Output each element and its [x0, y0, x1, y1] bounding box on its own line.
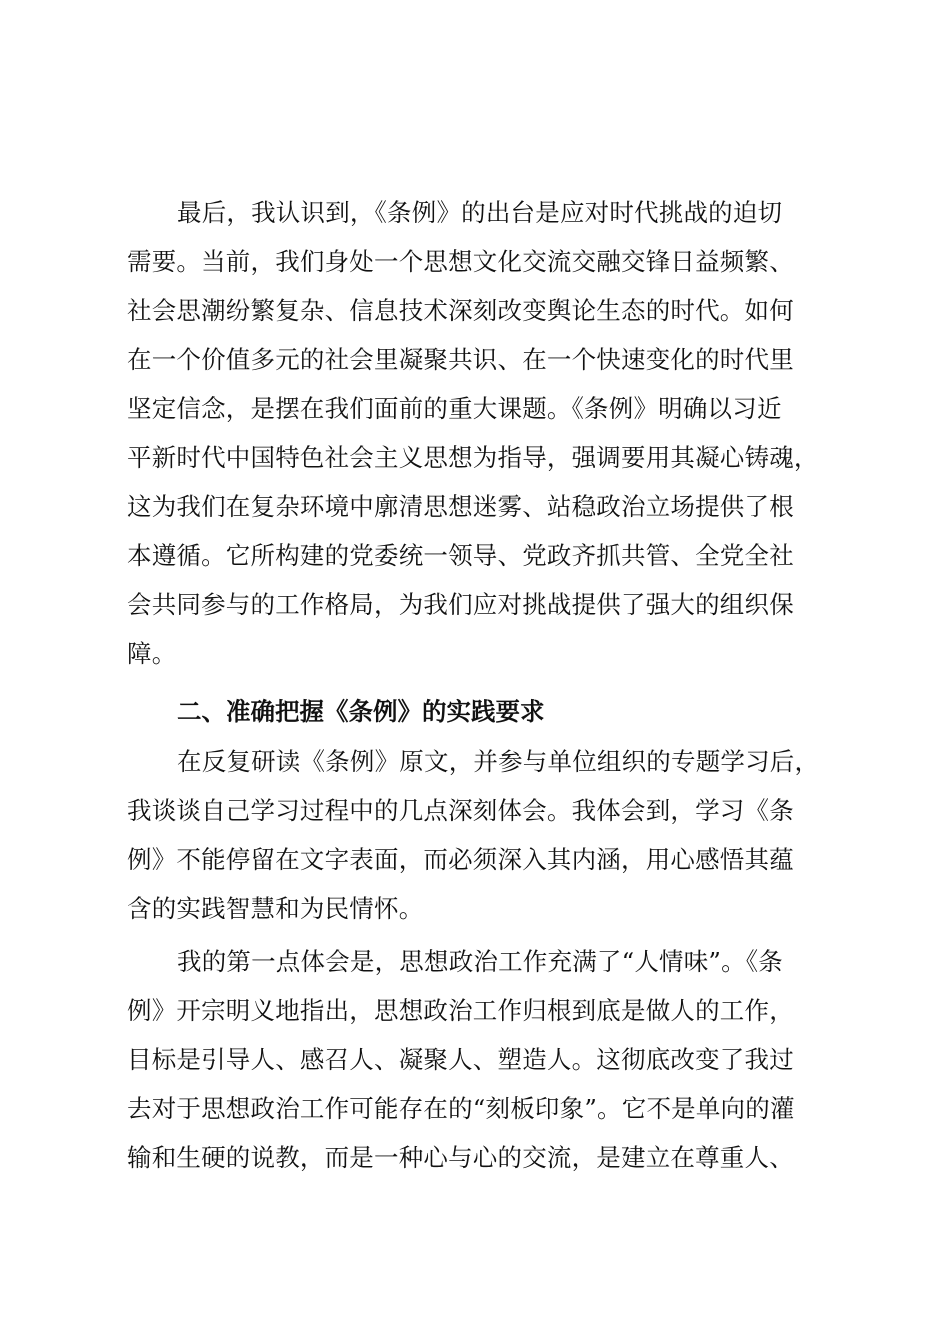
paragraph-2-line: 含的实践智慧和为民情怀。 — [127, 894, 424, 923]
paragraph-3-line: 目标是引导人、感召人、凝聚人、塑造人。这彻底改变了我过 — [127, 1045, 794, 1074]
paragraph-1-line: 会共同参与的工作格局，为我们应对挑战提供了强大的组织保 — [127, 590, 794, 619]
paragraph-1-line: 平新时代中国特色社会主义思想为指导，强调要用其凝心铸魂， — [127, 443, 819, 472]
paragraph-1-line: 最后，我认识到，《条例》的出台是应对时代挑战的迫切 — [177, 198, 783, 227]
paragraph-2-line: 例》不能停留在文字表面，而必须深入其内涵，用心感悟其蕴 — [127, 845, 794, 874]
paragraph-1-line: 社会思潮纷繁复杂、信息技术深刻改变舆论生态的时代。如何 — [127, 296, 794, 325]
paragraph-3-line: 例》开宗明义地指出，思想政治工作归根到底是做人的工作， — [127, 996, 794, 1025]
paragraph-1-line: 坚定信念，是摆在我们面前的重大课题。《条例》明确以习近 — [127, 394, 782, 423]
section-heading: 二、准确把握《条例》的实践要求 — [177, 697, 545, 726]
paragraph-2-line: 我谈谈自己学习过程中的几点深刻体会。我体会到，学习《条 — [127, 796, 794, 825]
paragraph-1-line: 需要。当前，我们身处一个思想文化交流交融交锋日益频繁、 — [127, 247, 794, 276]
paragraph-1-line: 这为我们在复杂环境中廓清思想迷雾、站稳政治立场提供了根 — [127, 492, 794, 521]
paragraph-3-line: 我的第一点体会是，思想政治工作充满了“人情味”。《条 — [177, 947, 783, 976]
paragraph-2-line: 在反复研读《条例》原文，并参与单位组织的专题学习后， — [177, 747, 820, 776]
paragraph-1-line: 障。 — [127, 639, 177, 668]
paragraph-1-line: 在一个价值多元的社会里凝聚共识、在一个快速变化的时代里 — [127, 345, 794, 374]
paragraph-3-line: 输和生硬的说教，而是一种心与心的交流，是建立在尊重人、 — [127, 1143, 794, 1172]
paragraph-1-line: 本遵循。它所构建的党委统一领导、党政齐抓共管、全党全社 — [127, 541, 794, 570]
paragraph-3-line: 去对于思想政治工作可能存在的“刻板印象”。它不是单向的灌 — [127, 1094, 795, 1123]
